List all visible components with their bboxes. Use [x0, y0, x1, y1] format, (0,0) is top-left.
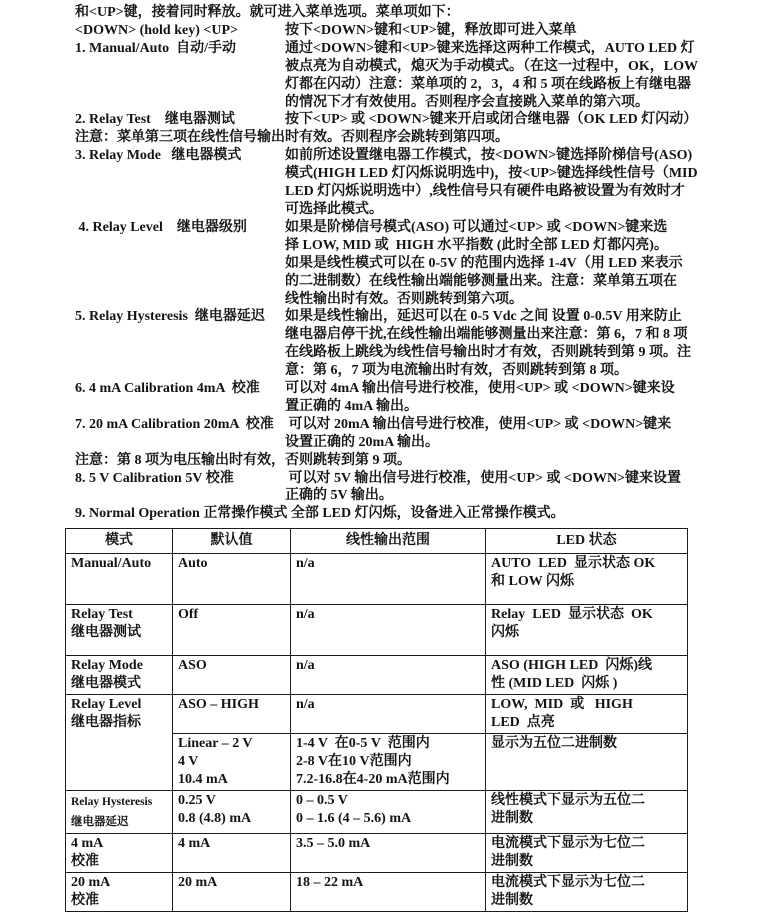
menu-entry-label: 1. Manual/Auto 自动/手动 [75, 40, 237, 56]
table-row [66, 873, 688, 912]
table-cell [66, 834, 173, 873]
table-cell-line: ASO [178, 658, 207, 674]
description-line: 被点亮为自动模式，熄灭为手动模式。（在这一过程中，OK，LOW [285, 58, 699, 74]
table-cell-line: 继电器模式 [71, 676, 141, 692]
table-cell-line: 进制数 [491, 854, 533, 870]
description-line: 择 LOW, MID 或 HIGH 水平指数 (此时全部 LED 灯都闪亮)。 [285, 237, 668, 253]
menu-entry-label: 4. Relay Level 继电器级别 [75, 219, 247, 235]
table-cell-line: n/a [296, 697, 315, 713]
table-cell [291, 605, 486, 656]
description-line: LED 灯闪烁说明选中）,线性信号只有硬件电路被设置为有效时才 [285, 184, 685, 200]
table-cell-line: Off [178, 607, 199, 623]
table-cell-line: 3.5 – 5.0 mA [296, 836, 371, 852]
table-cell [173, 695, 291, 734]
table-cell-line: 继电器延迟 [71, 816, 129, 829]
table-cell [291, 834, 486, 873]
table-cell [486, 791, 688, 834]
description-line: 如前所述设置继电器工作模式，按<DOWN>键选择阶梯信号(ASO) [285, 148, 693, 164]
description-line: 按下<UP> 或 <DOWN>键来开启或闭合继电器（OK LED 灯闪动） [285, 112, 698, 128]
menu-entry-label: 5. Relay Hysteresis 继电器延迟 [75, 309, 265, 325]
table-cell-line: 0 – 1.6 (4 – 5.6) mA [296, 811, 412, 827]
description-line: 可选择此模式。 [285, 201, 383, 217]
table-cell-line: n/a [296, 658, 315, 674]
table-cell-line: ASO – HIGH [178, 697, 259, 713]
table-cell [291, 554, 486, 605]
table-cell-line: 4 mA [178, 836, 211, 852]
summary-table [65, 528, 688, 912]
table-cell [291, 791, 486, 834]
table-cell-line: 0 – 0.5 V [296, 793, 348, 809]
menu-entry-description [285, 470, 780, 506]
table-cell-line: 20 mA [71, 875, 111, 891]
table-cell-line: 性 (MID LED 闪烁 ) [491, 676, 618, 692]
table-cell [173, 834, 291, 873]
table-cell [66, 554, 173, 605]
menu-entry [75, 111, 780, 129]
menu-entry-description [285, 111, 780, 129]
table-row [66, 554, 688, 605]
table-cell [486, 873, 688, 912]
menu-entry-description [285, 416, 780, 452]
menu-entry [75, 219, 780, 309]
table-cell-line: 4 mA [71, 836, 104, 852]
table-cell-line: 1-4 V 在0-5 V 范围内 [296, 736, 430, 752]
table-cell [486, 605, 688, 656]
description-line: 的二进制数）在线性输出端能够测量出来。注意：菜单第五项在 [285, 273, 677, 289]
table-cell [173, 791, 291, 834]
description-line: 可以对 20mA 输出信号进行校准，使用<UP> 或 <DOWN>键来 [285, 416, 672, 432]
description-line: 模式(HIGH LED 灯闪烁说明选中)，按<UP>键选择线性信号（MID [285, 166, 698, 182]
table-cell [66, 605, 173, 656]
table-cell-line: 进制数 [491, 893, 533, 909]
paragraph-line: 注意：菜单第三项在线性信号输出时有效。否则程序会跳转到第四项。 [75, 130, 509, 146]
menu-entry [75, 308, 780, 380]
description-line: 如果是线性输出，延迟可以在 0-5 Vdc 之间 设置 0-0.5V 用来防止 [285, 309, 682, 325]
table-cell-line: 进制数 [491, 811, 533, 827]
table-cell [173, 554, 291, 605]
table-cell [291, 734, 486, 791]
table-header-row [66, 529, 688, 554]
description-line: 线性输出时有效。否则跳转到第六项。 [285, 291, 523, 307]
menu-entry-description [285, 147, 780, 219]
menu-entry-description [285, 308, 780, 380]
table-cell [291, 873, 486, 912]
table-cell-line: LOW, MID 或 HIGH [491, 697, 633, 713]
table-cell-line: 继电器测试 [71, 625, 141, 641]
menu-entry [75, 40, 780, 112]
table-cell-line: 10.4 mA [178, 772, 228, 788]
description-line: 意：第 6，7 项为电流输出时有效，否则跳转到第 8 项。 [285, 363, 628, 379]
table-cell-line: ASO (HIGH LED 闪烁)线 [491, 658, 653, 674]
table-row [66, 834, 688, 873]
table-cell-line: 7.2-16.8在4-20 mA范围内 [296, 772, 450, 788]
table-cell-line: 电流模式下显示为七位二 [491, 836, 645, 852]
menu-entry [75, 470, 780, 506]
table-header-cell: 模式 [66, 529, 173, 554]
paragraph-line: 和<UP>键，接着同时释放。就可进入菜单选项。菜单项如下： [75, 5, 460, 20]
table-cell [486, 554, 688, 605]
description-line: 继电器启停干扰,在线性输出端能够测量出来注意：第 6，7 和 8 项 [285, 327, 688, 343]
table-cell [66, 791, 173, 834]
table-cell-line: 显示为五位二进制数 [491, 736, 617, 752]
table-row [66, 605, 688, 656]
table-row [66, 656, 688, 695]
table-cell [66, 695, 173, 791]
table-cell-line: Manual/Auto [71, 556, 152, 572]
table-cell [173, 873, 291, 912]
description-line: 可以对 5V 输出信号进行校准，使用<UP> 或 <DOWN>键来设置 [285, 470, 682, 486]
table-cell-line: Relay Level [71, 697, 142, 713]
table-header-cell: 线性输出范围 [291, 529, 486, 554]
table-row [66, 695, 688, 734]
table-cell-line: LED 点亮 [491, 715, 555, 731]
description-line: 如果是线性模式可以在 0-5V 的范围内选择 1-4V（用 LED 来表示 [285, 255, 683, 271]
table-cell-line: 0.8 (4.8) mA [178, 811, 252, 827]
table-cell [66, 873, 173, 912]
menu-entry [75, 416, 780, 452]
table-cell-line: 线性模式下显示为五位二 [491, 793, 645, 809]
table-cell [66, 656, 173, 695]
description-line: 置正确的 4mA 输出。 [285, 398, 418, 414]
table-cell-line: AUTO LED 显示状态 OK [491, 556, 656, 572]
menu-entry-label: 6. 4 mA Calibration 4mA 校准 [75, 381, 260, 397]
table-cell-line: 0.25 V [178, 793, 216, 809]
table-cell-line: 18 – 22 mA [296, 875, 364, 891]
table-cell-line: n/a [296, 556, 315, 572]
table-cell [173, 734, 291, 791]
table-header-cell: 默认值 [173, 529, 291, 554]
description-line: 按下<DOWN>键和<UP>键，释放即可进入菜单 [285, 22, 577, 38]
menu-entry [75, 22, 780, 40]
description-line: 的情况下才有效使用。否则程序会直接跳入菜单的第六项。 [285, 94, 649, 110]
table-cell [173, 656, 291, 695]
description-line: 灯都在闪动）注意：菜单项的 2，3，4 和 5 项在线路板上有继电器 [285, 76, 691, 92]
table-cell-line: 电流模式下显示为七位二 [491, 875, 645, 891]
table-header-cell: LED 状态 [486, 529, 688, 554]
menu-entry-description [285, 22, 780, 40]
table-cell [486, 695, 688, 734]
table-cell-line: Relay Mode [71, 658, 143, 674]
table-cell [486, 734, 688, 791]
table-cell-line: 4 V [178, 754, 199, 770]
table-cell-line: n/a [296, 607, 315, 623]
table-cell [291, 656, 486, 695]
description-line: 在线路板上跳线为线性信号输出时才有效，否则跳转到第 9 项。注 [285, 345, 691, 361]
paragraph-line: 注意：第 8 项为电压输出时有效，否则跳转到第 9 项。 [75, 452, 411, 468]
description-line: 如果是阶梯信号模式(ASO) 可以通过<UP> 或 <DOWN>键来选 [285, 219, 668, 235]
menu-entry-description [285, 40, 780, 112]
menu-entry-label: <DOWN> (hold key) <UP> [75, 22, 238, 38]
menu-entry [75, 380, 780, 416]
menu-entry-label: 7. 20 mA Calibration 20mA 校准 [75, 416, 274, 432]
table-cell-line: 校准 [71, 854, 99, 870]
table-cell-line: Relay Hysteresis [71, 796, 153, 809]
table-cell-line: 校准 [71, 893, 99, 909]
description-line: 通过<DOWN>键和<UP>键来选择这两种工作模式，AUTO LED 灯 [285, 40, 695, 56]
menu-entry-label: 8. 5 V Calibration 5V 校准 [75, 470, 234, 486]
table-cell [486, 656, 688, 695]
table-row [66, 791, 688, 834]
description-line: 设置正确的 20mA 输出。 [285, 434, 439, 450]
table-cell [486, 834, 688, 873]
menu-entry-description [285, 380, 780, 416]
table-cell [173, 605, 291, 656]
table-cell-line: Linear – 2 V [178, 736, 253, 752]
menu-entry-label: 3. Relay Mode 继电器模式 [75, 148, 242, 164]
table-cell-line: Relay LED 显示状态 OK [491, 607, 653, 623]
menu-entry-description [285, 219, 780, 309]
table-cell-line: Auto [178, 556, 208, 572]
table-cell-line: 2-8 V在10 V范围内 [296, 754, 412, 770]
menu-entry-label: 2. Relay Test 继电器测试 [75, 112, 235, 128]
description-line: 正确的 5V 输出。 [285, 488, 393, 504]
table-cell [291, 695, 486, 734]
table-cell-line: 20 mA [178, 875, 218, 891]
table-cell-line: 和 LOW 闪烁 [491, 574, 574, 590]
paragraph-line: 9. Normal Operation 正常操作模式 全部 LED 灯闪烁，设备进入正常操作模式。 [75, 506, 565, 522]
table-cell-line: 继电器指标 [71, 715, 141, 731]
table-cell-line: Relay Test [71, 607, 133, 623]
description-line: 可以对 4mA 输出信号进行校准，使用<UP> 或 <DOWN>键来设 [285, 381, 675, 397]
table-cell-line: 闪烁 [491, 625, 519, 641]
menu-entry [75, 147, 780, 219]
